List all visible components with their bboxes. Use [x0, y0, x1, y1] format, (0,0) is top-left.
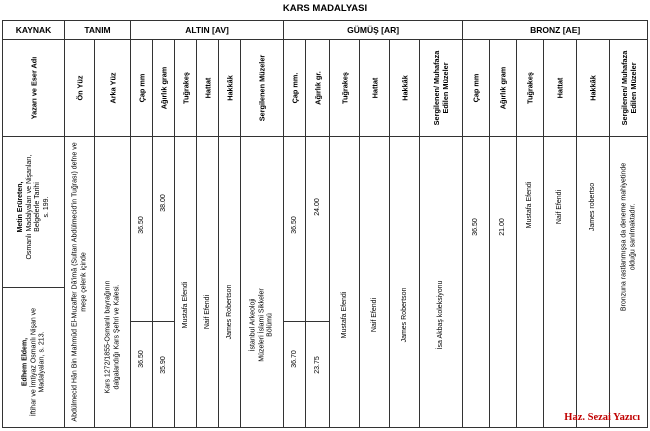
subheader-gumus-hakkak: Hakkâk [390, 40, 420, 137]
subheader-bronz-hakkak: Hakkâk [577, 40, 610, 137]
source-2: Edhem Eldem, İftihar ve İmtiyaz Osmanlı Nişan ve Madalyaları, s. 213. [21, 307, 46, 417]
subheader-bronz-tugrakes: Tuğrakeş [517, 40, 544, 137]
subheader-altin-tugrakes: Tuğrakeş [175, 40, 197, 137]
header-bronz: BRONZ [AE] [463, 21, 648, 40]
gumus-tugrakes: Mustafa Efendi [330, 137, 360, 428]
subheader-gumus-agirlik: Ağırlık gr. [306, 40, 330, 137]
subheader-bronz-agirlik: Ağırlık gram [490, 40, 517, 137]
altin-agirlik: 38.00 35.90 [153, 137, 175, 428]
signature: Haz. Sezai Yazıcı [564, 412, 640, 423]
gumus-hattat: Naif Efendi [360, 137, 390, 428]
bronz-cap: 36.50 [463, 137, 490, 428]
header-altin: ALTIN [AV] [131, 21, 284, 40]
source-1: Metin Erüreten, Osmanlı Madalyaları ve Nişanları, Belgelerle Tarihi s. 199. [17, 154, 50, 260]
bronz-tugrakes: Mustafa Efendi [517, 137, 544, 428]
subheader-gumus-tugrakes: Tuğrakeş [330, 40, 360, 137]
subheader-bronz-muzeler: Sergilenen/ Muhafaza Edilen Müzeler [610, 40, 648, 137]
subheader-bronz-cap: Çap mm [463, 40, 490, 137]
medal-table [2, 20, 648, 428]
bronz-agirlik: 21.00 [490, 137, 517, 428]
bronz-hattat: Naif Efendi [544, 137, 577, 428]
altin-cap: 36.50 36.50 [131, 137, 153, 428]
page-title: KARS MADALYASI [282, 3, 368, 14]
subheader-altin-hakkak: Hakkâk [219, 40, 241, 137]
subheader-gumus-muzeler: Sergilenen/ Muhafaza Edilen Müzeler [420, 40, 463, 137]
altin-muzeler: İstanbul Arkeoloji Müzeleri İslami Sikkeler Bölümü [241, 137, 284, 428]
subheader-altin-muzeler: Sergilenen Müzeler [241, 40, 284, 137]
gumus-agirlik: 24.00 23.75 [306, 137, 330, 428]
subheader-gumus-cap: Çap mm. [284, 40, 306, 137]
header-gumus: GÜMÜŞ [AR] [284, 21, 463, 40]
body-arka-yuz: Kars 1272/1855-Osmanlı bayrağının dalgalandığı Kars Şehri ve Kalesi. [95, 137, 131, 428]
body-kaynak [3, 137, 65, 428]
subheader-on-yuz: Ön Yüz [65, 40, 95, 137]
altin-hakkak: James Robertson [219, 137, 241, 428]
altin-hattat: Naif Efendi [197, 137, 219, 428]
subheader-altin-hattat: Hattat [197, 40, 219, 137]
subheader-gumus-hattat: Hattat [360, 40, 390, 137]
bronz-hakkak: James robertso [577, 137, 610, 428]
subheader-yazar: Yazarı ve Eser Adı [3, 40, 65, 137]
gumus-muzeler: İsa Akbaş koleksiyonu [420, 137, 463, 428]
header-tanim: TANIM [65, 21, 131, 40]
subheader-arka-yuz: Arka Yüz [95, 40, 131, 137]
gumus-cap: 36.50 36.70 [284, 137, 306, 428]
body-on-yuz: Abdülmecid Hân Bin Mahmûd El-Muzaffer Dâ'imâ (Sultan Abdülmecid'in Tuğrası) defne ve meşe çelenk içinde [65, 137, 95, 428]
subheader-bronz-hattat: Hattat [544, 40, 577, 137]
subheader-altin-cap: Çap mm [131, 40, 153, 137]
header-kaynak: KAYNAK [3, 21, 65, 40]
subheader-altin-agirlik: Ağırlık gram [153, 40, 175, 137]
altin-tugrakes: Mustafa Efendi [175, 137, 197, 428]
gumus-hakkak: James Robertson [390, 137, 420, 428]
bronz-muzeler: Bronzuna rastlanmışsa da deneme mahiyetinde olduğu sanılmaktadır. [610, 137, 648, 428]
